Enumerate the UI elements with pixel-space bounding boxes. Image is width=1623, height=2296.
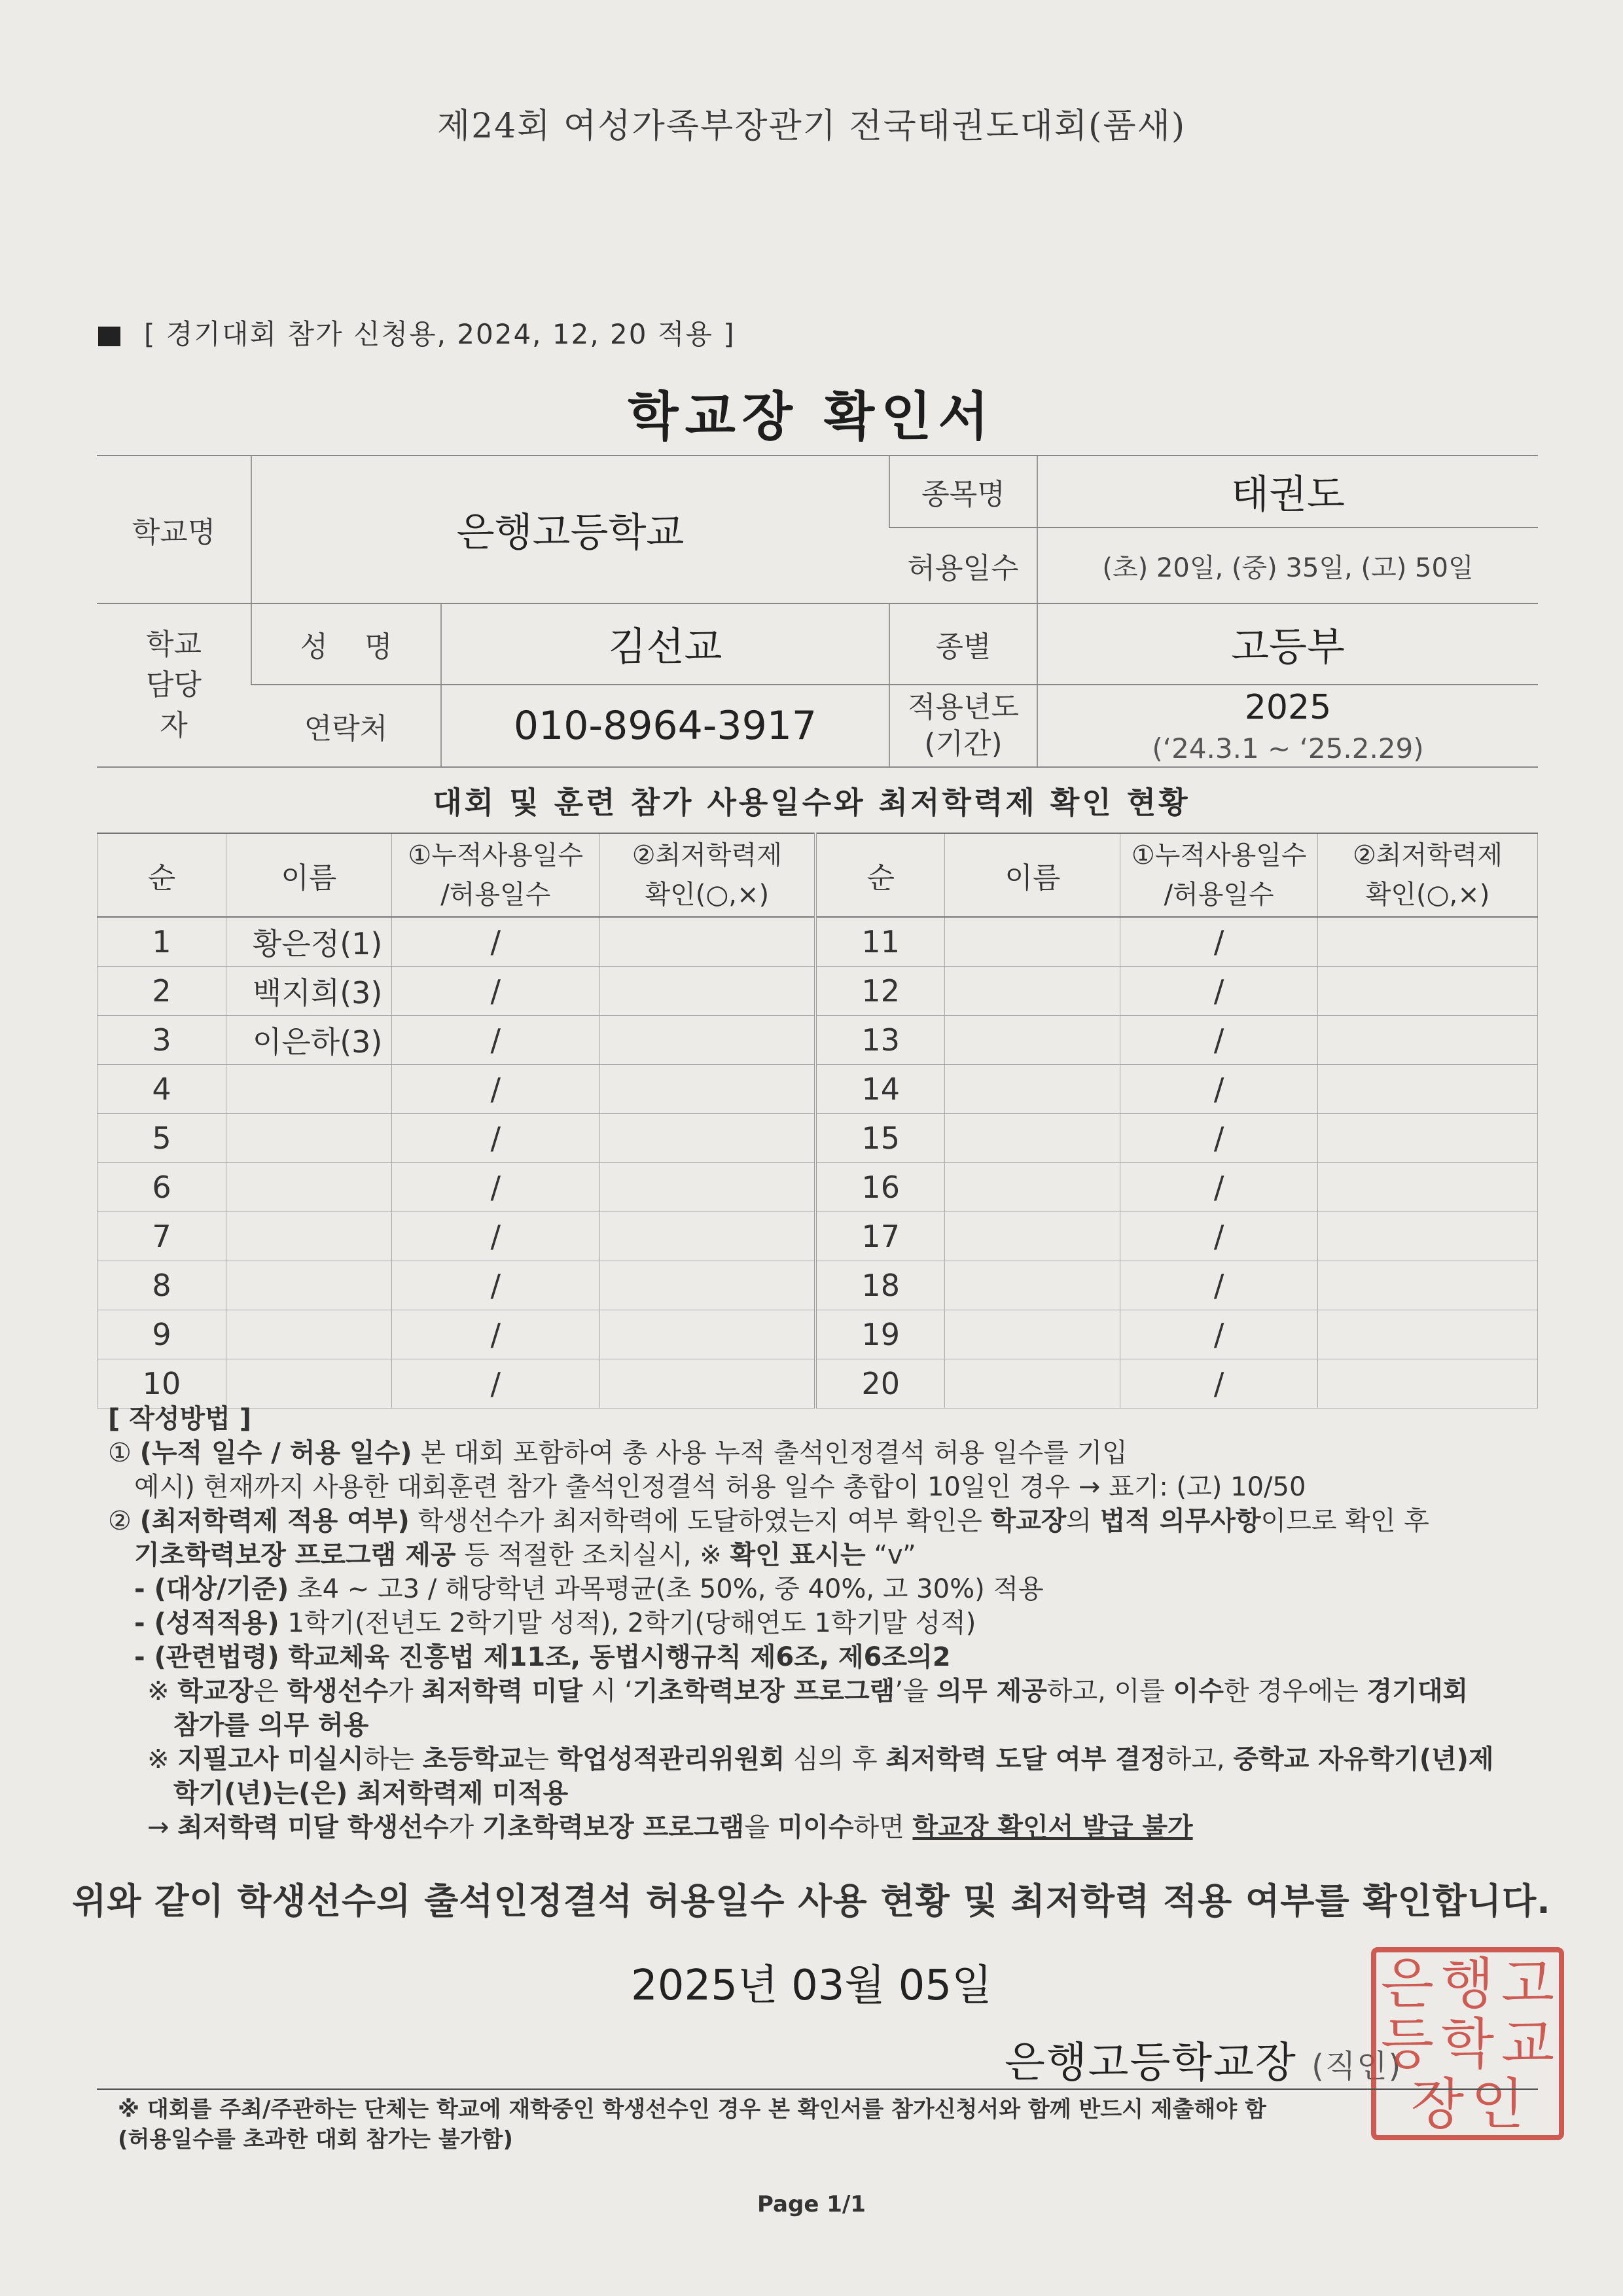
- guide-text: 가: [388, 1676, 422, 1706]
- days-cell: /: [391, 967, 599, 1016]
- contact-cell: [441, 685, 889, 767]
- guide-bold: 학생선수: [287, 1676, 389, 1706]
- min-check-cell: [1318, 1310, 1538, 1359]
- form-tag-text: [ 경기대회 참가 신청용, 2024, 12, 20 적용 ]: [144, 318, 736, 350]
- min-check-cell: [1318, 1114, 1538, 1163]
- sport-label-cell: [889, 456, 1037, 528]
- guide-line-3: [108, 1504, 1541, 1538]
- table-row: [98, 1212, 1538, 1261]
- seal-character: 교: [1501, 2011, 1555, 2076]
- guide-bold: 최저학력 도달 여부 결정: [885, 1744, 1166, 1774]
- guide-text: 의: [1066, 1506, 1100, 1536]
- student-name: [945, 1261, 1120, 1310]
- form-tag: [98, 313, 736, 352]
- row-number: 5: [98, 1114, 226, 1163]
- seal-character: 인: [1471, 2072, 1525, 2136]
- name-cell: [441, 603, 889, 685]
- guide-text: 가: [448, 1812, 482, 1842]
- guide-bold: 경기대회: [1366, 1676, 1469, 1706]
- principal-name: [1005, 2029, 1402, 2089]
- student-name: 백지희(3): [226, 967, 391, 1016]
- guide-bold: 이수: [1173, 1676, 1224, 1706]
- guide-text: 하면: [853, 1812, 913, 1842]
- row-number: 14: [815, 1065, 945, 1114]
- min-check-cell: [1318, 917, 1538, 967]
- guide-text: 등 적절한 조치실시, ※: [455, 1540, 730, 1570]
- guide-line-12: [108, 1810, 1541, 1844]
- min-check-cell: [1318, 1212, 1538, 1261]
- row-number: 6: [98, 1163, 226, 1212]
- min-check-cell: [1318, 1261, 1538, 1310]
- col-days-left: [391, 833, 599, 917]
- footer-divider: [97, 2088, 1538, 2090]
- days-cell: /: [391, 1163, 599, 1212]
- sport-label: 종목명: [921, 478, 1005, 511]
- days-cell: /: [391, 1016, 599, 1065]
- table-row: [98, 1163, 1538, 1212]
- guide-text: 은: [253, 1676, 287, 1706]
- guide-bold: 지필고사 미실시: [177, 1744, 364, 1774]
- seal-character: 학: [1440, 2011, 1495, 2076]
- guide-bold: 학기(년)는(은): [173, 1778, 348, 1808]
- min-check-cell: [599, 1359, 815, 1408]
- guide-line-10: [108, 1742, 1541, 1776]
- sport-value: 태권도: [1231, 472, 1345, 518]
- days-cell: /: [391, 1261, 599, 1310]
- days-cell: /: [1120, 967, 1318, 1016]
- guide-bold: 의무 제공: [936, 1676, 1047, 1706]
- guide-text: 본 대회 포함하여 총 사용 누적 출석인정결석 허용 일수를 기입: [412, 1438, 1128, 1468]
- student-name: [945, 967, 1120, 1016]
- student-name: [226, 1310, 391, 1359]
- min-check-cell: [599, 1114, 815, 1163]
- min-check-cell: [1318, 1359, 1538, 1408]
- guide-bold: 법적 의무사항: [1099, 1506, 1261, 1536]
- school-label-cell: [97, 456, 251, 603]
- guide-title: [ 작성방법 ]: [108, 1404, 251, 1434]
- seal-character: 은: [1380, 1951, 1435, 2016]
- guide-bold: 미이수: [777, 1812, 854, 1842]
- confirmation-statement: 위와 같이 학생선수의 출석인정결석 허용일수 사용 현황 및 최저학력 적용 여부를 확인합니다.: [72, 1880, 1551, 1922]
- days-cell: /: [391, 1359, 599, 1408]
- row-number: 11: [815, 917, 945, 967]
- seal-character: 장: [1410, 2072, 1465, 2136]
- manager-name: 김선교: [608, 624, 722, 670]
- guide-bold: 최저학력제 미적용: [348, 1778, 569, 1808]
- seal-hint: (직인): [1311, 2048, 1402, 2085]
- allowed-days-cell: [1037, 528, 1538, 603]
- row-number: 15: [815, 1114, 945, 1163]
- contact-label-cell: [251, 685, 441, 767]
- student-name: [945, 1359, 1120, 1408]
- table-row: [98, 1310, 1538, 1359]
- min-check-cell: [599, 1065, 815, 1114]
- footer-note-2: (허용일수를 초과한 대회 참가는 불가함): [118, 2126, 513, 2153]
- participant-table: [97, 833, 1538, 1408]
- student-name: [226, 1359, 391, 1408]
- row-number: 20: [815, 1359, 945, 1408]
- table-row: [98, 1065, 1538, 1114]
- student-name: [226, 1114, 391, 1163]
- guide-bold: 확인 표시는: [730, 1540, 866, 1570]
- guide-line-9: [108, 1708, 1541, 1742]
- guide-bold: (누적 일수 / 허용 일수): [139, 1438, 412, 1468]
- student-name: 이은하(3): [226, 1016, 391, 1065]
- min-check-cell: [1318, 1065, 1538, 1114]
- guide-text: 시 ‘: [582, 1676, 633, 1706]
- guide-line-2: 예시) 현재까지 사용한 대회훈련 참가 출석인정결석 허용 일수 총합이 10일인 경우 → 표기: (고) 10/50: [134, 1472, 1306, 1502]
- col-min-left-top: ②최저학력제: [632, 840, 782, 870]
- student-name: [945, 1310, 1120, 1359]
- row-number: 9: [98, 1310, 226, 1359]
- table-row: [98, 1114, 1538, 1163]
- contact-value: 010-8964-3917: [513, 703, 817, 749]
- row-number: 3: [98, 1016, 226, 1065]
- guide-text: “v”: [865, 1540, 916, 1570]
- table-row: [98, 917, 1538, 967]
- days-cell: /: [1120, 917, 1318, 967]
- col-min-left: [599, 833, 815, 917]
- guide-text: ※: [147, 1744, 178, 1774]
- guide-text: 는: [524, 1744, 558, 1774]
- col-no-left: 순: [98, 833, 226, 917]
- issue-date: 2025년 03월 05일: [631, 1962, 992, 2010]
- guide-bold: 기초학력보장 프로그램: [482, 1812, 745, 1842]
- guide-text: 초4 ~ 고3 / 해당학년 과목평균(초 50%, 중 40%, 고 30%) 적용: [289, 1574, 1044, 1604]
- min-check-cell: [599, 967, 815, 1016]
- sport-cell: [1037, 456, 1538, 528]
- guide-text: ①: [108, 1438, 140, 1468]
- col-min-right-bottom: 확인(○,×): [1365, 880, 1490, 910]
- period-value: (‘24.3.1 ~ ‘25.2.29): [1152, 732, 1424, 764]
- name-label-cell: [251, 603, 441, 685]
- guide-line-7: [108, 1640, 1541, 1674]
- guide-bold: 참가를 의무 허용: [173, 1710, 369, 1740]
- category-cell: [1037, 603, 1538, 685]
- school-info-table: [97, 455, 1538, 768]
- guide-text: ②: [108, 1506, 140, 1536]
- guide-bold: 학교장: [990, 1506, 1067, 1536]
- seal-character: 행: [1440, 1951, 1495, 2016]
- min-check-cell: [599, 1016, 815, 1065]
- guide-bold: 기초학력보장 프로그램: [633, 1676, 895, 1706]
- guide-bold: - (관련법령) 학교체육 진흥법 제11조, 동법시행규칙 제6조, 제6조의2: [134, 1642, 951, 1672]
- guide-text: 심의 후: [785, 1744, 886, 1774]
- manager-label: 학교 담당자: [145, 628, 202, 742]
- guide-bold: - (성적적용): [134, 1608, 279, 1638]
- guide-text: →: [147, 1812, 178, 1842]
- guide-line-8: [108, 1674, 1541, 1708]
- guide-text: 학생선수가 최저학력에 도달하였는지 여부 확인은: [409, 1506, 991, 1536]
- student-name: [226, 1212, 391, 1261]
- days-cell: /: [1120, 1261, 1318, 1310]
- seal-character: 고: [1501, 1951, 1555, 2016]
- guide-bold: 최저학력 미달 학생선수: [177, 1812, 449, 1842]
- col-min-left-bottom: 확인(○,×): [645, 880, 770, 910]
- contact-label: 연락처: [304, 712, 388, 745]
- col-min-right-top: ②최저학력제: [1353, 840, 1503, 870]
- student-name: [945, 1114, 1120, 1163]
- year-value: 2025: [1244, 687, 1332, 727]
- category-label-cell: [889, 603, 1037, 685]
- student-name: [945, 1065, 1120, 1114]
- col-days-left-top: ①누적사용일수: [408, 840, 584, 870]
- guide-line-1: [108, 1436, 1541, 1470]
- min-check-cell: [599, 1261, 815, 1310]
- row-number: 12: [815, 967, 945, 1016]
- school-name: 은행고등학교: [456, 510, 685, 556]
- days-cell: /: [1120, 1212, 1318, 1261]
- guide-text: 1학기(전년도 2학기말 성적), 2학기(당해연도 1학기말 성적): [279, 1608, 976, 1638]
- table-row: [98, 1261, 1538, 1310]
- status-section-title: 대회 및 훈련 참가 사용일수와 최저학력제 확인 현황: [433, 785, 1190, 820]
- row-number: 10: [98, 1359, 226, 1408]
- col-min-right: [1318, 833, 1538, 917]
- guide-bold: 최저학력 미달: [421, 1676, 583, 1706]
- student-name: [945, 1163, 1120, 1212]
- days-cell: /: [1120, 1359, 1318, 1408]
- category-label: 종별: [935, 630, 991, 664]
- min-check-cell: [1318, 1016, 1538, 1065]
- min-check-cell: [1318, 967, 1538, 1016]
- min-check-cell: [599, 917, 815, 967]
- guide-text: ※: [147, 1676, 178, 1706]
- student-name: [945, 1016, 1120, 1065]
- student-name: 황은정(1): [226, 917, 391, 967]
- guide-text: 한 경우에는: [1223, 1676, 1367, 1706]
- row-number: 19: [815, 1310, 945, 1359]
- allowed-days-label: 허용일수: [907, 552, 1019, 585]
- col-name-left: 이름: [226, 833, 391, 917]
- col-name-right: 이름: [945, 833, 1120, 917]
- guide-text: 하고, 이를: [1046, 1676, 1173, 1706]
- document-title: 학교장 확인서: [628, 386, 995, 447]
- footer-note: [118, 2094, 1531, 2155]
- student-name: [945, 917, 1120, 967]
- days-cell: /: [1120, 1114, 1318, 1163]
- days-cell: /: [391, 1065, 599, 1114]
- bullet-square-icon: [98, 327, 120, 346]
- days-cell: /: [391, 917, 599, 967]
- row-number: 8: [98, 1261, 226, 1310]
- days-cell: /: [1120, 1016, 1318, 1065]
- row-number: 1: [98, 917, 226, 967]
- year-cell: [1037, 685, 1538, 767]
- writing-guide: [108, 1402, 1541, 1844]
- year-label-cell: [889, 685, 1037, 767]
- guide-line-6: [108, 1606, 1541, 1640]
- days-cell: /: [391, 1310, 599, 1359]
- guide-bold: 중학교 자유학기(년)제: [1233, 1744, 1494, 1774]
- guide-line-5: [108, 1572, 1541, 1606]
- days-cell: /: [391, 1114, 599, 1163]
- guide-bold: 학교장: [177, 1676, 254, 1706]
- guide-bold: 학교장 확인서 발급 불가: [912, 1812, 1193, 1842]
- table-row: [98, 1016, 1538, 1065]
- row-number: 17: [815, 1212, 945, 1261]
- days-cell: /: [391, 1212, 599, 1261]
- days-cell: /: [1120, 1163, 1318, 1212]
- manager-label-cell: [97, 603, 251, 767]
- min-check-cell: [1318, 1163, 1538, 1212]
- student-name: [226, 1261, 391, 1310]
- student-name: [226, 1065, 391, 1114]
- student-name: [226, 1163, 391, 1212]
- days-cell: /: [1120, 1065, 1318, 1114]
- school-name-cell: [251, 456, 889, 603]
- guide-bold: 초등학교: [422, 1744, 524, 1774]
- col-days-left-bottom: /허용일수: [440, 880, 551, 910]
- school-label: 학교명: [132, 516, 216, 549]
- guide-text: 하고,: [1166, 1744, 1234, 1774]
- guide-bold: 학업성적관리위원회: [557, 1744, 785, 1774]
- days-cell: /: [1120, 1310, 1318, 1359]
- event-title: 제24회 여성가족부장관기 전국태권도대회(품새): [437, 107, 1186, 146]
- col-no-right: 순: [815, 833, 945, 917]
- guide-text: 을: [744, 1812, 778, 1842]
- col-days-right: [1120, 833, 1318, 917]
- row-number: 2: [98, 967, 226, 1016]
- col-days-right-top: ①누적사용일수: [1131, 840, 1307, 870]
- principal-title: 은행고등학교장: [1005, 2039, 1297, 2087]
- year-label: 적용년도 (기간): [907, 691, 1019, 761]
- row-number: 4: [98, 1065, 226, 1114]
- row-number: 7: [98, 1212, 226, 1261]
- guide-text: ’을: [895, 1676, 937, 1706]
- row-number: 18: [815, 1261, 945, 1310]
- guide-bold: (최저학력제 적용 여부): [139, 1506, 410, 1536]
- min-check-cell: [599, 1212, 815, 1261]
- row-number: 16: [815, 1163, 945, 1212]
- name-label: 성 명: [300, 630, 393, 664]
- student-name: [945, 1212, 1120, 1261]
- allowed-days-value: (초) 20일, (중) 35일, (고) 50일: [1102, 552, 1474, 583]
- footer-note-1: ※ 대회를 주최/주관하는 단체는 학교에 재학중인 학생선수인 경우 본 확인서를 참가신청서와 함께 반드시 제출해야 함: [118, 2096, 1266, 2123]
- table-row: [98, 967, 1538, 1016]
- guide-line-11: [108, 1776, 1541, 1810]
- min-check-cell: [599, 1310, 815, 1359]
- table-row: [98, 1359, 1538, 1408]
- guide-text: 하는: [363, 1744, 423, 1774]
- col-days-right-bottom: /허용일수: [1164, 880, 1274, 910]
- page-number: Page 1/1: [757, 2191, 866, 2217]
- allowed-days-label-cell: [889, 528, 1037, 603]
- category-value: 고등부: [1231, 624, 1345, 670]
- seal-character: 등: [1380, 2011, 1435, 2076]
- guide-bold: - (대상/기준): [134, 1574, 289, 1604]
- guide-line-4: [108, 1538, 1541, 1572]
- row-number: 13: [815, 1016, 945, 1065]
- guide-text: 이므로 확인 후: [1260, 1506, 1429, 1536]
- guide-bold: 기초학력보장 프로그램 제공: [134, 1540, 456, 1570]
- min-check-cell: [599, 1163, 815, 1212]
